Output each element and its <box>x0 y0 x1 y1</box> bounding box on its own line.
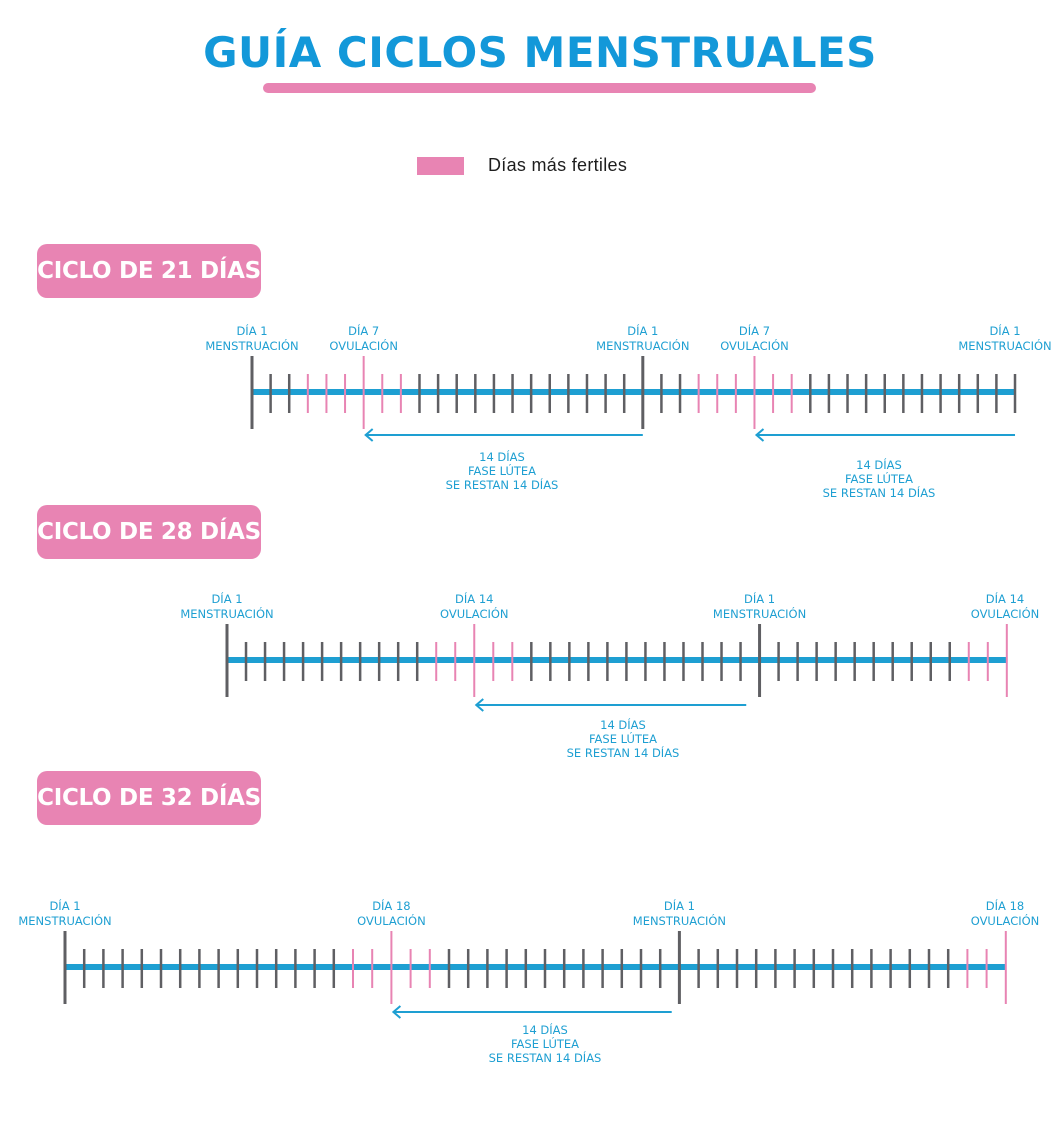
marker-day-label: DÍA 1 <box>663 899 695 913</box>
legend-label: Días más fertiles <box>488 155 628 175</box>
cycle-badge-21: CICLO DE 21 DÍAS <box>37 244 261 298</box>
marker-phase-label: OVULACIÓN <box>720 339 789 353</box>
marker-phase-label: MENSTRUACIÓN <box>18 914 112 928</box>
cycle-badge-28: CICLO DE 28 DÍAS <box>37 505 261 559</box>
timeline-cycle-32 <box>18 898 1039 1065</box>
luteal-note-line: SE RESTAN 14 DÍAS <box>822 486 936 500</box>
marker-phase-label: MENSTRUACIÓN <box>596 339 690 353</box>
marker-phase-label: OVULACIÓN <box>329 339 398 353</box>
marker-day-label: DÍA 14 <box>455 592 494 606</box>
marker-phase-label: MENSTRUACIÓN <box>712 607 807 621</box>
marker-day-label: DÍA 1 <box>627 324 659 338</box>
marker-phase-label: MENSTRUACIÓN <box>180 607 274 621</box>
luteal-note-line: SE RESTAN 14 DÍAS <box>445 478 559 492</box>
luteal-note-line: SE RESTAN 14 DÍAS <box>566 746 680 760</box>
luteal-note-line: 14 DÍAS <box>479 450 525 464</box>
marker-day-label: DÍA 18 <box>372 899 411 913</box>
luteal-note-line: FASE LÚTEA <box>467 464 537 478</box>
luteal-note-line: 14 DÍAS <box>856 458 902 472</box>
marker-phase-label: OVULACIÓN <box>439 607 509 621</box>
marker-day-label: DÍA 1 <box>236 324 268 338</box>
marker-day-label: DÍA 18 <box>985 899 1025 913</box>
marker-phase-label: MENSTRUACIÓN <box>958 339 1052 353</box>
marker-day-label: DÍA 1 <box>744 592 776 606</box>
marker-day-label: DÍA 1 <box>49 899 81 913</box>
marker-phase-label: OVULACIÓN <box>970 607 1040 621</box>
luteal-note-line: SE RESTAN 14 DÍAS <box>488 1051 602 1065</box>
luteal-note-line: 14 DÍAS <box>522 1023 568 1037</box>
luteal-note-line: FASE LÚTEA <box>510 1037 580 1051</box>
page-title: GUÍA CICLOS MENSTRUALES <box>203 28 877 77</box>
timeline-cycle-28 <box>180 591 1039 760</box>
marker-day-label: DÍA 1 <box>989 324 1021 338</box>
marker-day-label: DÍA 1 <box>211 592 243 606</box>
marker-day-label: DÍA 7 <box>348 324 380 338</box>
cycle-badge-32: CICLO DE 32 DÍAS <box>37 771 261 825</box>
marker-day-label: DÍA 7 <box>738 324 771 338</box>
luteal-note-line: FASE LÚTEA <box>844 472 914 486</box>
marker-phase-label: OVULACIÓN <box>970 914 1040 928</box>
marker-phase-label: OVULACIÓN <box>357 914 426 928</box>
marker-day-label: DÍA 14 <box>985 592 1025 606</box>
timeline-cycle-21 <box>205 323 1051 500</box>
luteal-note-line: 14 DÍAS <box>600 718 646 732</box>
marker-phase-label: MENSTRUACIÓN <box>632 914 727 928</box>
marker-phase-label: MENSTRUACIÓN <box>205 339 299 353</box>
luteal-note-line: FASE LÚTEA <box>588 732 658 746</box>
